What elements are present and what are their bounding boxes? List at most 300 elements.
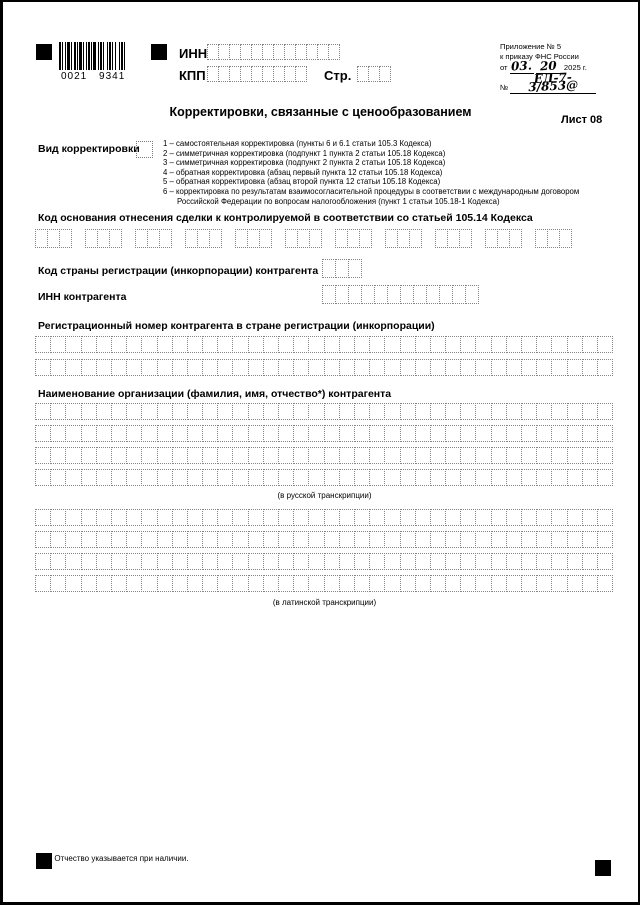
form-cell — [232, 336, 248, 353]
form-cell — [232, 359, 248, 376]
correction-type-options — [163, 139, 623, 206]
form-cell — [582, 509, 598, 526]
form-cell — [217, 403, 233, 420]
form-cell — [81, 553, 97, 570]
form-cell — [460, 531, 476, 548]
form-cell — [295, 66, 307, 82]
form-cell — [339, 359, 355, 376]
form-cell — [430, 336, 446, 353]
form-cell — [536, 469, 552, 486]
form-cell — [293, 575, 309, 592]
form-cell — [232, 469, 248, 486]
form-cell — [50, 509, 66, 526]
form-cell — [248, 447, 264, 464]
form-cell — [597, 447, 613, 464]
form-cell — [506, 336, 522, 353]
form-cell — [506, 575, 522, 592]
form-cell — [65, 509, 81, 526]
form-cell — [278, 531, 294, 548]
form-cell — [263, 469, 279, 486]
form-cell — [445, 575, 461, 592]
org-name-lat-row-4 — [36, 575, 613, 592]
form-cell — [232, 403, 248, 420]
form-cell — [475, 531, 491, 548]
form-cell — [232, 553, 248, 570]
form-cell — [141, 336, 157, 353]
form-cell — [400, 359, 416, 376]
form-cell — [475, 553, 491, 570]
form-cell — [81, 531, 97, 548]
latin-transcription-caption: (в латинской транскрипции) — [272, 598, 377, 607]
form-cell — [263, 575, 279, 592]
barcode-digits: 0021 9341 — [61, 71, 126, 82]
form-cell — [335, 285, 349, 304]
form-cell — [308, 336, 324, 353]
form-cell — [157, 425, 173, 442]
form-cell — [324, 469, 340, 486]
form-cell — [354, 575, 370, 592]
form-cell — [384, 425, 400, 442]
form-cell — [293, 553, 309, 570]
form-cell — [293, 509, 309, 526]
form-cell — [400, 403, 416, 420]
form-cell — [460, 425, 476, 442]
form-cell — [263, 336, 279, 353]
form-cell — [415, 553, 431, 570]
form-cell — [339, 469, 355, 486]
form-cell — [384, 553, 400, 570]
form-cell — [50, 553, 66, 570]
form-cell — [217, 336, 233, 353]
form-cell — [278, 336, 294, 353]
form-cell — [65, 425, 81, 442]
form-cell — [521, 425, 537, 442]
form-cell — [521, 553, 537, 570]
form-cell — [324, 359, 340, 376]
form-cell — [430, 359, 446, 376]
form-cell — [348, 285, 362, 304]
form-cell — [445, 403, 461, 420]
org-name-ru-row-2 — [36, 425, 613, 442]
form-cell — [50, 531, 66, 548]
form-cell — [111, 575, 127, 592]
form-cell — [308, 553, 324, 570]
form-cell — [109, 229, 122, 248]
form-cell — [551, 469, 567, 486]
form-cell — [263, 553, 279, 570]
form-cell — [202, 336, 218, 353]
form-cell — [582, 553, 598, 570]
form-cell — [339, 403, 355, 420]
form-cell — [308, 531, 324, 548]
form-cell — [369, 509, 385, 526]
form-cell — [81, 509, 97, 526]
form-cell — [506, 531, 522, 548]
form-cell — [430, 469, 446, 486]
form-cell-group — [136, 229, 172, 248]
form-cell — [172, 575, 188, 592]
form-cell — [506, 469, 522, 486]
form-cell — [354, 447, 370, 464]
form-cell — [308, 425, 324, 442]
org-name-lat-row-3 — [36, 553, 613, 570]
form-cell — [248, 425, 264, 442]
form-cell — [187, 447, 203, 464]
form-cell — [35, 575, 51, 592]
form-cell — [475, 447, 491, 464]
form-cell — [415, 336, 431, 353]
form-cell — [567, 469, 583, 486]
form-cell — [126, 553, 142, 570]
form-cell — [506, 553, 522, 570]
form-cell — [141, 553, 157, 570]
country-code-label: Код страны регистрации (инкорпорации) контрагента — [38, 265, 319, 277]
form-cell — [172, 403, 188, 420]
form-cell — [232, 509, 248, 526]
form-cell — [293, 531, 309, 548]
form-cell — [172, 469, 188, 486]
org-name-ru-row-3 — [36, 447, 613, 464]
form-cell — [536, 336, 552, 353]
handwritten-order-number: ЕД-7-3/853@ — [528, 70, 579, 95]
form-cell — [384, 447, 400, 464]
form-cell — [369, 447, 385, 464]
form-cell — [81, 469, 97, 486]
page-number-cells — [358, 66, 391, 82]
basis-code-label: Код основания отнесения сделки к контролируемой в соответствии со статьей 105.14 Кодекса — [38, 212, 533, 224]
barcode — [59, 42, 147, 70]
form-cell — [354, 509, 370, 526]
form-cell — [308, 469, 324, 486]
form-cell — [597, 531, 613, 548]
form-cell — [324, 553, 340, 570]
form-cell — [248, 359, 264, 376]
form-cell — [278, 575, 294, 592]
registration-mark-bottom-right — [595, 860, 611, 876]
form-cell — [445, 359, 461, 376]
form-cell — [141, 531, 157, 548]
counterparty-inn-label: ИНН контрагента — [38, 291, 127, 303]
form-cell — [460, 469, 476, 486]
form-cell — [126, 531, 142, 548]
form-cell — [430, 509, 446, 526]
form-cell — [96, 509, 112, 526]
form-cell — [248, 403, 264, 420]
form-cell — [50, 425, 66, 442]
form-cell — [551, 531, 567, 548]
form-cell — [293, 469, 309, 486]
form-cell-group — [486, 229, 522, 248]
form-cell — [324, 447, 340, 464]
form-cell — [111, 336, 127, 353]
form-cell — [202, 575, 218, 592]
form-cell — [126, 425, 142, 442]
form-cell — [415, 425, 431, 442]
page-title: Корректировки, связанные с ценообразованием — [169, 105, 472, 119]
form-cell — [35, 509, 51, 526]
form-cell — [506, 447, 522, 464]
form-cell — [339, 447, 355, 464]
form-cell — [384, 403, 400, 420]
form-cell-group — [236, 229, 272, 248]
form-cell — [50, 403, 66, 420]
form-cell — [248, 469, 264, 486]
form-cell — [491, 403, 507, 420]
form-cell — [187, 531, 203, 548]
form-cell — [551, 425, 567, 442]
form-cell — [263, 447, 279, 464]
form-cell — [567, 359, 583, 376]
form-cell — [217, 359, 233, 376]
form-cell — [551, 447, 567, 464]
form-cell — [35, 359, 51, 376]
form-cell — [354, 336, 370, 353]
appendix-block — [500, 42, 630, 94]
form-cell — [339, 531, 355, 548]
correction-type-label: Вид корректировки — [38, 143, 140, 155]
form-cell — [35, 336, 51, 353]
basis-code-cells — [36, 229, 586, 248]
form-cell — [172, 447, 188, 464]
form-cell — [415, 575, 431, 592]
form-cell — [551, 403, 567, 420]
form-cell — [339, 575, 355, 592]
form-cell — [567, 575, 583, 592]
form-cell — [81, 359, 97, 376]
form-cell — [232, 531, 248, 548]
form-cell — [400, 447, 416, 464]
form-cell — [187, 509, 203, 526]
form-cell — [335, 259, 349, 278]
form-cell — [81, 447, 97, 464]
form-cell — [96, 447, 112, 464]
form-cell — [96, 575, 112, 592]
form-cell — [445, 469, 461, 486]
form-cell — [445, 425, 461, 442]
form-cell — [278, 509, 294, 526]
reg-number-row-1 — [36, 336, 613, 353]
form-cell — [308, 575, 324, 592]
form-cell — [354, 403, 370, 420]
form-cell — [187, 425, 203, 442]
form-cell — [187, 336, 203, 353]
form-cell — [217, 469, 233, 486]
form-cell — [50, 359, 66, 376]
form-cell — [460, 359, 476, 376]
form-cell — [81, 575, 97, 592]
form-cell — [172, 531, 188, 548]
form-cell — [559, 229, 572, 248]
form-cell — [126, 447, 142, 464]
form-cell — [293, 403, 309, 420]
form-cell — [217, 553, 233, 570]
form-cell — [111, 509, 127, 526]
form-cell — [65, 336, 81, 353]
form-cell — [96, 469, 112, 486]
form-cell — [536, 403, 552, 420]
form-cell — [475, 425, 491, 442]
form-cell — [232, 575, 248, 592]
form-cell — [172, 359, 188, 376]
form-cell — [384, 509, 400, 526]
inn-cells — [208, 44, 340, 60]
form-cell — [506, 509, 522, 526]
form-cell — [536, 553, 552, 570]
form-cell-group — [286, 229, 322, 248]
form-cell — [551, 509, 567, 526]
form-cell — [157, 403, 173, 420]
form-cell — [309, 229, 322, 248]
form-cell — [521, 531, 537, 548]
form-cell — [259, 229, 272, 248]
form-cell — [359, 229, 372, 248]
form-cell — [202, 469, 218, 486]
form-cell — [400, 509, 416, 526]
form-cell — [96, 403, 112, 420]
form-cell — [278, 403, 294, 420]
form-cell — [172, 509, 188, 526]
form-cell — [278, 469, 294, 486]
form-cell — [278, 447, 294, 464]
kpp-cells — [208, 66, 307, 82]
form-cell — [415, 531, 431, 548]
form-cell — [369, 531, 385, 548]
form-cell — [324, 425, 340, 442]
form-cell — [430, 531, 446, 548]
form-cell — [59, 229, 72, 248]
counterparty-inn-cells — [323, 285, 479, 304]
form-cell — [384, 531, 400, 548]
form-cell — [126, 359, 142, 376]
form-cell — [582, 425, 598, 442]
form-cell — [202, 531, 218, 548]
form-cell — [339, 509, 355, 526]
form-cell — [232, 447, 248, 464]
form-cell — [217, 425, 233, 442]
form-cell — [248, 531, 264, 548]
form-cell — [460, 336, 476, 353]
form-cell — [521, 447, 537, 464]
form-cell — [415, 359, 431, 376]
form-cell — [475, 403, 491, 420]
form-cell — [536, 359, 552, 376]
form-cell — [157, 469, 173, 486]
form-cell — [172, 425, 188, 442]
form-cell — [415, 403, 431, 420]
form-cell — [50, 575, 66, 592]
form-cell — [354, 425, 370, 442]
form-cell — [475, 469, 491, 486]
form-cell — [384, 336, 400, 353]
form-cell — [582, 336, 598, 353]
form-cell — [597, 575, 613, 592]
form-cell — [551, 553, 567, 570]
form-cell — [248, 553, 264, 570]
form-cell — [141, 469, 157, 486]
form-cell — [293, 447, 309, 464]
form-cell — [263, 531, 279, 548]
form-cell — [157, 447, 173, 464]
form-cell — [567, 425, 583, 442]
form-cell — [322, 285, 336, 304]
correction-option: 6 – корректировка по результатам взаимосогласительной процедуры в соответствии с международным договором Российской Федерации по вопросам налогообложения (пункт 1 статьи 105.18-1 Кодекса) — [163, 186, 580, 206]
form-cell — [308, 447, 324, 464]
form-cell — [157, 575, 173, 592]
form-cell — [384, 359, 400, 376]
form-cell — [460, 509, 476, 526]
form-cell — [400, 425, 416, 442]
form-cell — [475, 336, 491, 353]
form-cell — [536, 575, 552, 592]
form-cell — [491, 425, 507, 442]
form-cell — [35, 553, 51, 570]
form-cell — [430, 425, 446, 442]
form-cell — [415, 469, 431, 486]
form-cell — [491, 531, 507, 548]
form-cell — [35, 447, 51, 464]
form-cell — [400, 285, 414, 304]
form-cell — [159, 229, 172, 248]
form-cell — [369, 336, 385, 353]
form-cell — [582, 359, 598, 376]
form-cell — [65, 531, 81, 548]
form-cell — [35, 425, 51, 442]
form-cell — [248, 336, 264, 353]
form-cell — [187, 403, 203, 420]
form-cell — [96, 336, 112, 353]
form-cell — [361, 285, 375, 304]
form-cell — [452, 285, 466, 304]
form-cell — [172, 553, 188, 570]
country-code-cells — [323, 259, 362, 278]
form-cell — [263, 403, 279, 420]
form-cell — [597, 359, 613, 376]
form-cell — [35, 469, 51, 486]
form-cell — [126, 336, 142, 353]
form-cell — [50, 447, 66, 464]
form-cell — [324, 403, 340, 420]
form-cell — [430, 403, 446, 420]
form-cell — [460, 553, 476, 570]
form-cell — [65, 469, 81, 486]
org-name-lat-row-2 — [36, 531, 613, 548]
form-cell — [217, 575, 233, 592]
form-cell-group — [386, 229, 422, 248]
form-cell — [551, 336, 567, 353]
form-cell — [263, 425, 279, 442]
form-cell — [339, 553, 355, 570]
form-cell — [354, 469, 370, 486]
form-cell — [263, 509, 279, 526]
form-cell — [278, 359, 294, 376]
form-cell-group — [186, 229, 222, 248]
correction-option: 2 – симметричная корректировка (подпункт 1 пункта 2 статьи 105.18 Кодекса) — [163, 148, 446, 158]
form-cell — [202, 447, 218, 464]
form-cell — [491, 509, 507, 526]
form-cell-group — [86, 229, 122, 248]
appendix-line2: к приказу ФНС России — [500, 52, 579, 61]
form-cell — [509, 229, 522, 248]
page-number-label: Стр. — [324, 68, 352, 83]
form-cell — [308, 509, 324, 526]
form-cell — [582, 575, 598, 592]
correction-type-cell — [136, 141, 153, 158]
form-cell — [293, 425, 309, 442]
form-cell — [81, 336, 97, 353]
form-cell — [521, 575, 537, 592]
form-cell — [491, 359, 507, 376]
form-cell — [278, 425, 294, 442]
